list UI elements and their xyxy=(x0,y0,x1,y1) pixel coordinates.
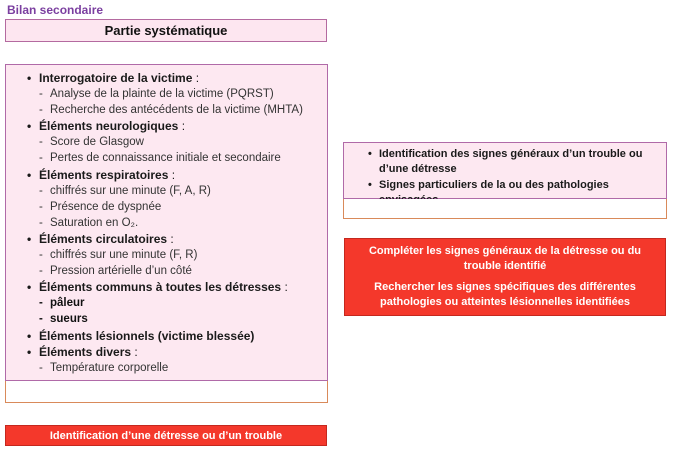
section-suffix: : xyxy=(167,231,174,246)
section-heading: Interrogatoire de la victime xyxy=(39,71,193,85)
section-items xyxy=(39,360,327,376)
signs-box xyxy=(343,142,667,199)
section-item: - Score de Glasgow xyxy=(39,134,327,150)
section-items xyxy=(39,247,327,279)
checklist-box-footer xyxy=(5,381,328,403)
section-heading: Éléments neurologiques xyxy=(39,119,179,134)
section-heading: Éléments communs à toutes les détresses xyxy=(39,280,282,295)
section-item: - sueurs xyxy=(39,311,327,327)
section-heading: Éléments respiratoires xyxy=(39,167,169,182)
action-box xyxy=(344,238,666,316)
section-heading: Éléments lésionnels (victime blessée) xyxy=(39,328,255,343)
checklist-section xyxy=(26,344,327,376)
checklist xyxy=(6,65,327,376)
section-suffix: : xyxy=(281,280,288,295)
systematic-checklist-box xyxy=(5,64,328,381)
checklist-section xyxy=(26,328,327,344)
section-suffix: : xyxy=(168,167,176,182)
section-items xyxy=(39,295,327,327)
checklist-section xyxy=(26,279,327,327)
action-line: Compléter les signes généraux de la détresse ou du trouble identifié xyxy=(368,245,642,272)
section-suffix: : xyxy=(131,344,138,359)
section-item: - Pertes de connaissance initiale et secondaire xyxy=(39,150,327,166)
checklist-section xyxy=(26,167,327,231)
header-box: Partie systématique xyxy=(5,19,327,42)
signs-item: • Signes particuliers de la ou des pathologies xyxy=(366,178,660,208)
diagram-title: Bilan secondaire xyxy=(7,3,104,17)
section-item: - Température corporelle xyxy=(39,360,327,376)
section-heading: Éléments circulatoires xyxy=(39,231,168,246)
section-item: - chiffrés sur une minute (F, A, R) xyxy=(39,183,327,199)
section-item: - Pression artérielle d’un côté xyxy=(39,263,327,279)
section-item: - Saturation en O₂. xyxy=(39,215,327,231)
checklist-section xyxy=(26,118,327,166)
section-item: - Présence de dyspnée xyxy=(39,199,327,215)
section-item: - Analyse de la plainte de la victime (PQRST) xyxy=(39,86,327,102)
section-suffix: : xyxy=(178,119,186,134)
section-item: - Recherche des antécédents de la victime (MHTA) xyxy=(39,102,327,118)
section-item: - pâleur xyxy=(39,295,327,311)
identification-box: Identification d’une détresse ou d’un trouble xyxy=(5,425,327,446)
signs-box-footer xyxy=(343,199,667,219)
section-items xyxy=(39,183,327,231)
signs-item: • Identification des signes généraux d’un trouble ou d’une détresse xyxy=(366,147,660,177)
section-items xyxy=(39,86,327,118)
checklist-section xyxy=(26,231,327,279)
section-suffix: : xyxy=(192,71,200,85)
checklist-section xyxy=(26,70,327,118)
section-item: - chiffrés sur une minute (F, R) xyxy=(39,247,327,263)
action-line: Rechercher les signes spécifiques des différentes pathologies ou atteintes lésionnelles identifiées xyxy=(374,281,636,308)
section-heading: Éléments divers xyxy=(39,344,132,359)
section-items xyxy=(39,134,327,166)
